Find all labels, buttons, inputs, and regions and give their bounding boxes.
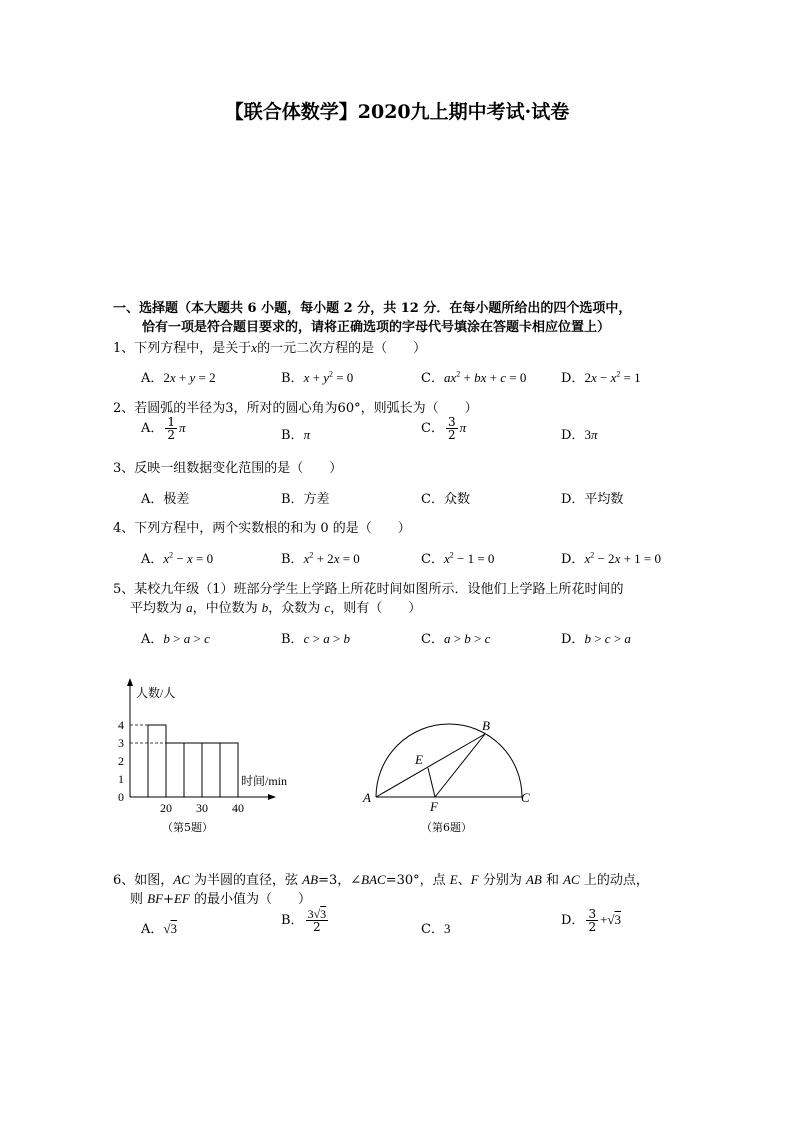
fig5-yticks <box>118 718 124 786</box>
fig5-bar <box>184 743 202 797</box>
question-2-stem: 2、若圆弧的半径为3，所对的圆心角为60°，则弧长为（ ） <box>113 401 478 416</box>
fig5-x-arrow <box>268 794 276 800</box>
fig6-segment-ef <box>428 768 435 797</box>
q5-option-d[interactable]: D．b > c > a <box>561 631 631 647</box>
question-3-stem: 3、反映一组数据变化范围的是（ ） <box>113 461 343 476</box>
section-heading-line2: 恰有一项是符合题目要求的，请将正确选项的字母代号填涂在答题卡相应位置上） <box>142 320 611 335</box>
q5-option-a[interactable]: A．b > a > c <box>141 631 210 647</box>
fig6-segment-bf <box>435 734 485 797</box>
fig6-arc <box>376 724 522 797</box>
q2-option-b[interactable]: B．π <box>281 427 311 443</box>
fig5-xticks <box>160 801 244 815</box>
q2-option-d[interactable]: D．3π <box>561 427 598 443</box>
fig6-label-a: A <box>363 790 371 805</box>
q1-option-d[interactable]: D．$2x - x^2 = 1$ <box>561 369 641 386</box>
fig6-label-c: C <box>521 790 530 805</box>
q2-option-a[interactable]: A． $\frac{1}{2}$ π <box>141 415 186 442</box>
fig5-bar <box>202 743 220 797</box>
fig5-dashed-guides <box>130 725 238 743</box>
section-heading-line1: 一、选择题（本大题共 6 小题，每小题 2 分，共 12 分．在每小题所给出的四个选项中， <box>113 301 632 316</box>
figure-6-caption: （第6题） <box>421 821 472 834</box>
fig5-origin: 0 <box>118 790 124 804</box>
fig5-bar <box>220 743 238 797</box>
fig5-ytick-label: 4 <box>118 718 124 732</box>
fig5-xtick-label: 30 <box>196 801 208 815</box>
question-1-stem: 1、下列方程中，是关于x的一元二次方程的是（ ） <box>113 340 427 356</box>
q5-option-b[interactable]: B．c > a > b <box>281 631 351 647</box>
question-6-stem: 6、如图，AC 为半圆的直径，弦 AB=3，∠BAC=30°，点 E、F 分别为 AB 和 AC 上的动点， <box>113 872 649 888</box>
q2-option-c[interactable]: C． $\frac{3}{2}$ π <box>421 415 467 442</box>
q4-option-d[interactable]: D．$x^2 - 2x + 1 = 0$ <box>561 550 662 567</box>
q4-option-c[interactable]: C．$x^2 - 1 = 0$ <box>421 550 495 567</box>
fig5-ylabel: 人数/人 <box>136 686 176 700</box>
page-title: 【联合体数学】2020九上期中考试·试卷 <box>224 101 570 123</box>
fig5-bar <box>166 743 184 797</box>
q3-option-d[interactable]: D．平均数 <box>561 492 624 507</box>
q5-option-c[interactable]: C．a > b > c <box>421 631 491 647</box>
fig6-label-f: F <box>430 799 438 814</box>
q4-option-b[interactable]: B．$x^2 + 2x = 0$ <box>281 550 360 567</box>
q1-option-a[interactable]: A．2x + y = 2 <box>141 370 216 386</box>
fig5-bars <box>148 725 238 797</box>
q6-option-a[interactable]: A．√3 <box>141 921 178 937</box>
fig6-label-b: B <box>482 718 490 733</box>
fig5-bar <box>148 725 166 797</box>
fig5-ytick-label: 2 <box>118 754 124 768</box>
fig5-xlabel: 时间/min <box>241 774 288 788</box>
figure-5-bar-chart <box>110 675 310 815</box>
question-6-stem-line2: 则 BF+EF 的最小值为（ ） <box>130 891 311 907</box>
q1-option-b[interactable]: B．$x + y^2 = 0$ <box>281 369 354 386</box>
fig5-xtick-label: 40 <box>232 801 244 815</box>
q3-option-c[interactable]: C．众数 <box>421 492 470 507</box>
q1-option-c[interactable]: C．$ax^2$ + bx + c = 0 <box>421 369 527 386</box>
fig5-ytick-label: 1 <box>118 772 124 786</box>
fig5-y-arrow <box>127 678 133 686</box>
figure-5-caption: （第5题） <box>162 821 213 834</box>
figure-6-semicircle <box>362 710 542 815</box>
q6-option-d[interactable]: D． $\frac{3}{2}$ +√3 <box>561 907 622 934</box>
question-5-stem: 5、某校九年级（1）班部分学生上学路上所花时间如图所示．设他们上学路上所花时间的 <box>113 582 624 597</box>
fig5-xtick-label: 20 <box>160 801 172 815</box>
question-4-stem: 4、下列方程中，两个实数根的和为 0 的是（ ） <box>113 521 411 536</box>
q6-option-b[interactable]: B． $\frac{3√3}{2}$ <box>281 907 327 934</box>
fig6-label-e: E <box>415 752 423 767</box>
question-5-stem-line2: 平均数为 a，中位数为 b，众数为 c，则有（ ） <box>130 600 422 616</box>
fig5-ytick-label: 3 <box>118 736 124 750</box>
q3-option-a[interactable]: A．极差 <box>141 492 190 507</box>
q4-option-a[interactable]: A．$x^2 - x = 0$ <box>141 550 214 567</box>
fig6-chord-ab <box>376 734 485 797</box>
q3-option-b[interactable]: B．方差 <box>281 492 330 507</box>
q6-option-c[interactable]: C．3 <box>421 921 451 937</box>
